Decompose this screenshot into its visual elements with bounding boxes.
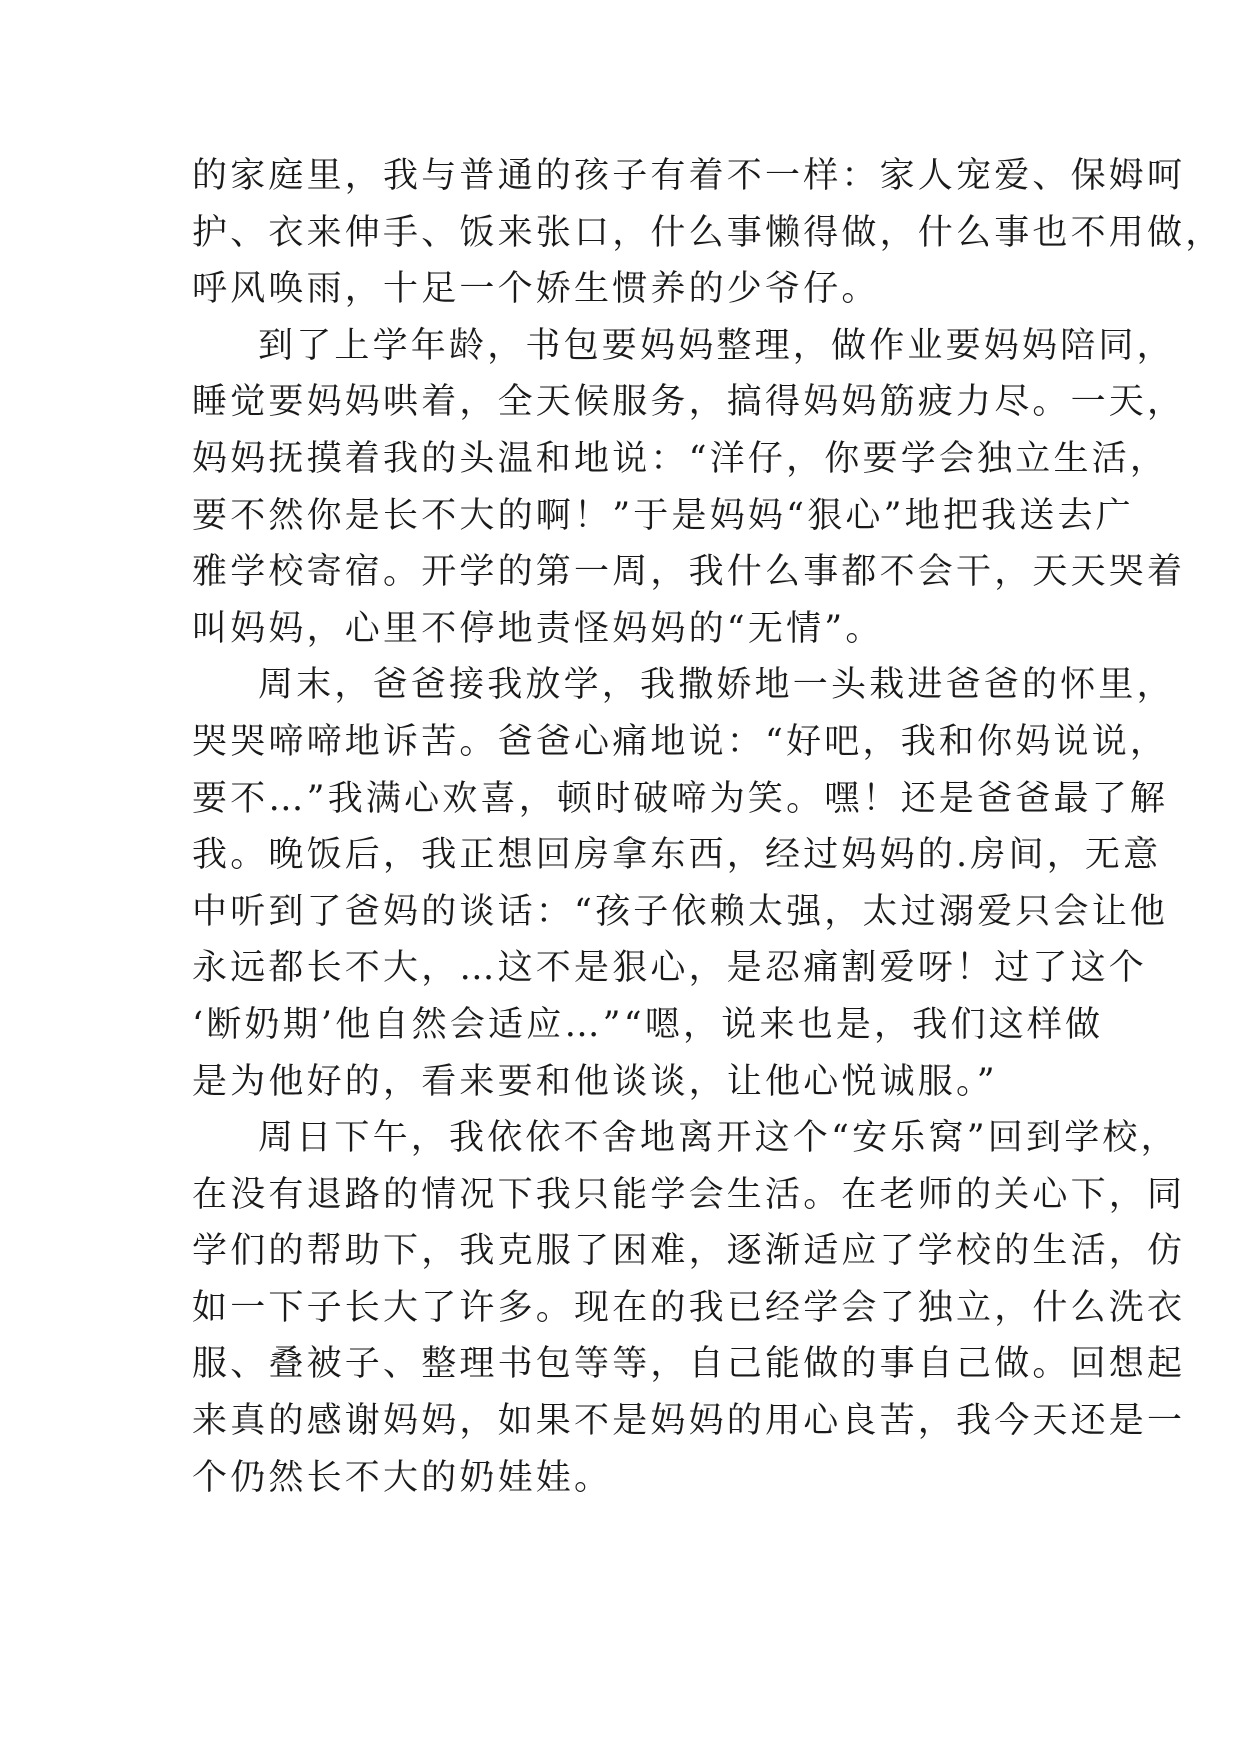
text-line: 呼风唤雨，十足一个娇生惯养的少爷仔。 [192, 269, 880, 310]
text-line: ‘断奶期’他自然会适应…”“嗯，说来也是，我们这样做 [192, 1004, 1104, 1045]
text-line: 雅学校寄宿。开学的第一周，我什么事都不会干，天天哭着 [192, 552, 1186, 593]
text-line: 要不…”我满心欢喜，顿时破啼为笑。嘿！还是爸爸最了解 [192, 778, 1169, 819]
paragraph-first-line: 到了上学年龄，书包要妈妈整理，做作业要妈妈陪同， [258, 325, 1175, 366]
text-line: 来真的感谢妈妈，如果不是妈妈的用心良苦，我今天还是一 [192, 1401, 1186, 1442]
text-line: 哭哭啼啼地诉苦。爸爸心痛地说：“好吧，我和你妈说说， [192, 721, 1169, 762]
text-line: 妈妈抚摸着我的头温和地说：“洋仔，你要学会独立生活， [192, 438, 1169, 479]
text-line: 我。晚饭后，我正想回房拿东西，经过妈妈的.房间，无意 [192, 835, 1162, 876]
text-line: 睡觉要妈妈哄着，全天候服务，搞得妈妈筋疲力尽。一天， [192, 382, 1186, 423]
text-line: 学们的帮助下，我克服了困难，逐渐适应了学校的生活，仿 [192, 1231, 1186, 1272]
text-line: 永远都长不大，…这不是狠心，是忍痛割爱呀！过了这个 [192, 948, 1148, 989]
text-line: 的家庭里，我与普通的孩子有着不一样：家人宠爱、保姆呵 [192, 156, 1186, 196]
text-line: 个仍然长不大的奶娃娃。 [192, 1457, 613, 1498]
text-line: 要不然你是长不大的啊！”于是妈妈“狠心”地把我送去广 [192, 495, 1134, 536]
text-line: 如一下子长大了许多。现在的我已经学会了独立，什么洗衣 [192, 1287, 1186, 1328]
paragraph-first-line: 周末，爸爸接我放学，我撒娇地一头栽进爸爸的怀里， [258, 665, 1175, 706]
document-body [192, 148, 1224, 1506]
text-line: 中听到了爸妈的谈话：“孩子依赖太强，太过溺爱只会让他 [192, 891, 1169, 932]
text-line: 是为他好的，看来要和他谈谈，让他心悦诚服。” [192, 1061, 998, 1102]
paragraph-first-line: 周日下午，我依依不舍地离开这个“安乐窝”回到学校， [258, 1118, 1179, 1159]
text-line: 护、衣来伸手、饭来张口，什么事懒得做，什么事也不用做， [192, 212, 1224, 253]
text-line: 叫妈妈，心里不停地责怪妈妈的“无情”。 [192, 608, 884, 649]
text-line: 服、叠被子、整理书包等等，自己能做的事自己做。回想起 [192, 1344, 1186, 1385]
text-line: 在没有退路的情况下我只能学会生活。在老师的关心下，同 [192, 1174, 1186, 1215]
